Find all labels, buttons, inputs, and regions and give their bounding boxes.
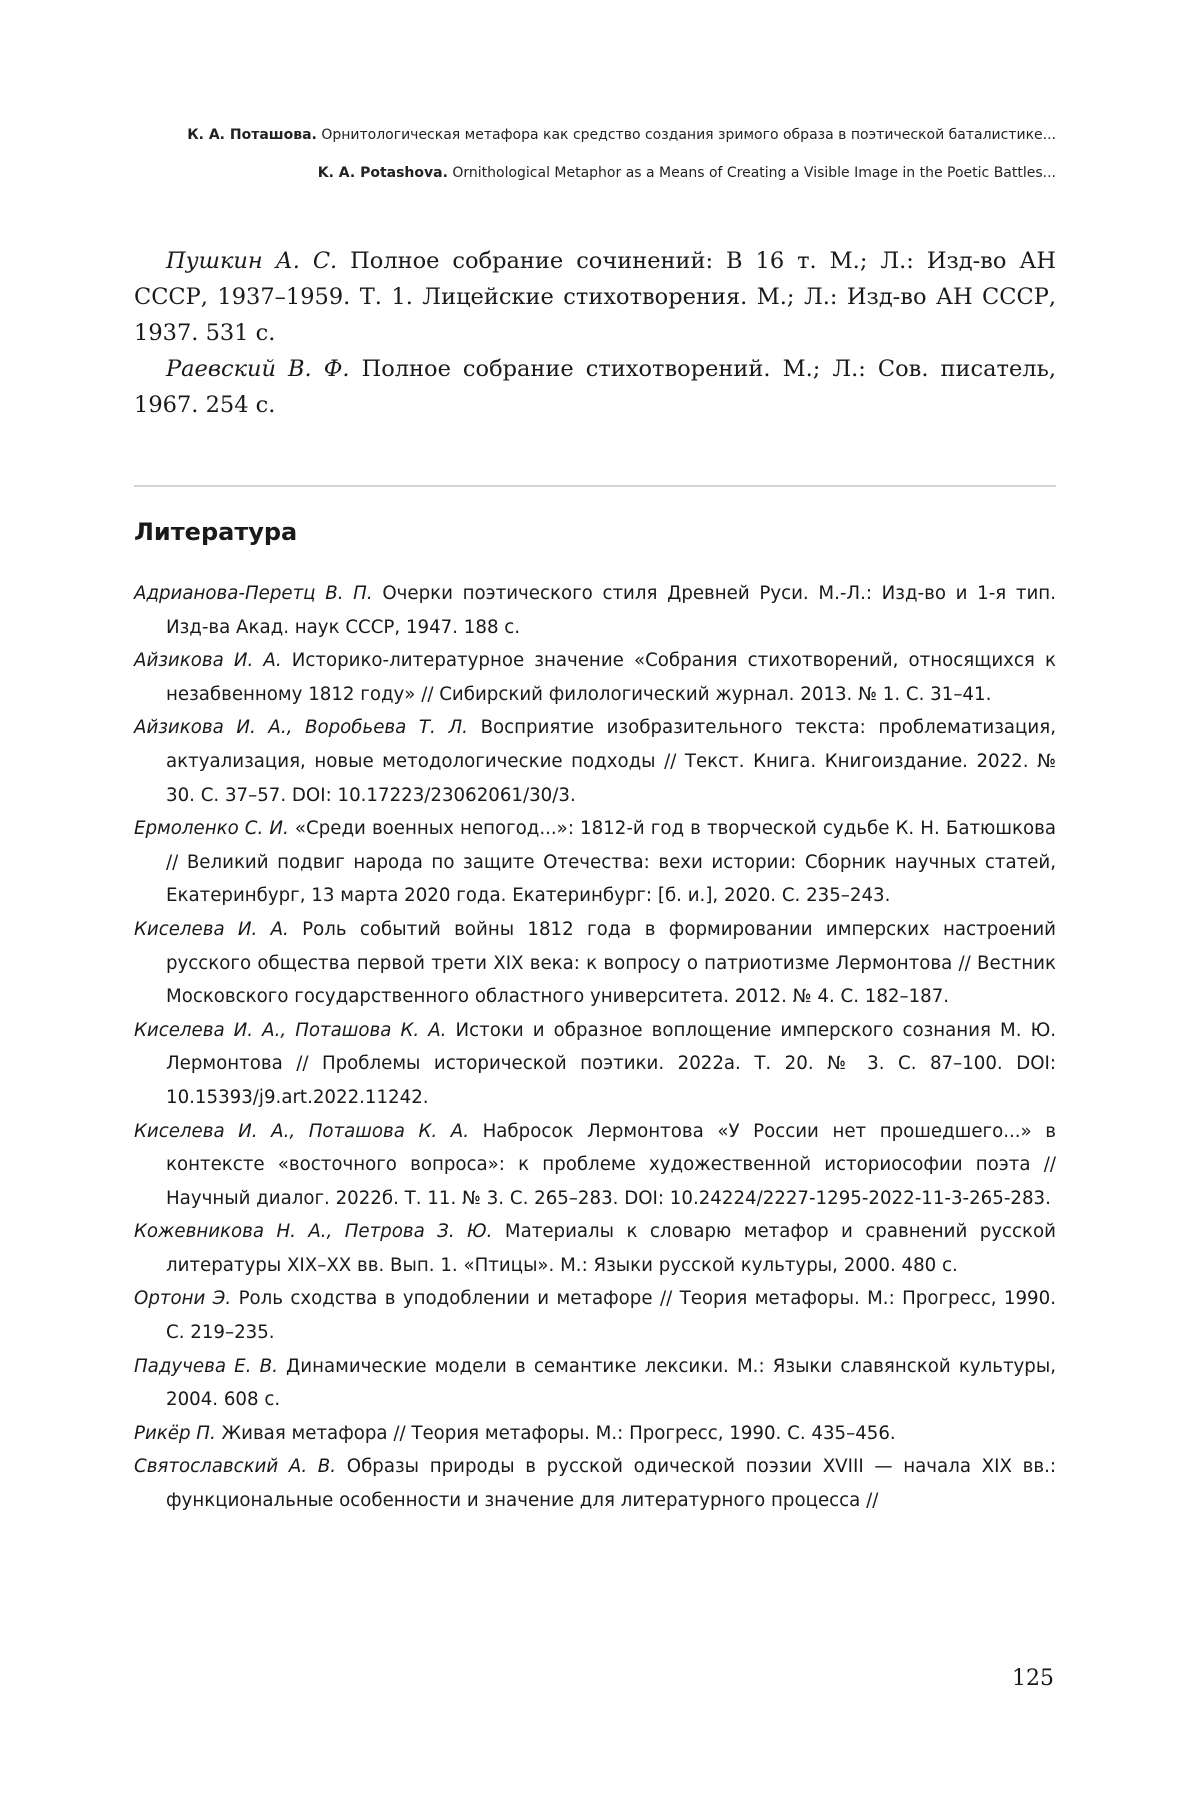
entry-author: Киселева И. А.	[134, 918, 289, 940]
source-entry	[134, 351, 1056, 423]
running-head-ru-title: Орнитологическая метафора как средство создания зримого образа в поэтической баталистике...	[321, 127, 1056, 143]
literature-entry	[134, 1282, 1056, 1349]
literature-entry	[134, 1350, 1056, 1417]
entry-author: Айзикова И. А., Воробьева Т. Л.	[134, 717, 468, 739]
literature-entry	[134, 644, 1056, 711]
entry-author: Падучева Е. В.	[134, 1355, 278, 1377]
entry-text: Историко-литературное значение «Собрания стихотворений, относящихся к незабвенному 1812 году» // Сибирский филологический журнал. 2013. № 1. С. 31–41.	[166, 650, 1056, 705]
entry-author: Кожевникова Н. А., Петрова З. Ю.	[134, 1221, 493, 1243]
literature-entry	[134, 1417, 1056, 1451]
source-author: Раевский В. Ф.	[166, 356, 350, 382]
literature-heading: Литература	[134, 518, 298, 546]
entry-text: Роль событий войны 1812 года в формировании имперских настроений русского общества первой трети XIX века: к вопросу о патриотизме Лермонтова // Вестник Московского государственного областного университета. 2012. № 4. С. 182–187.	[166, 918, 1056, 1008]
entry-text: Образы природы в русской одической поэзии XVIII — начала XIX вв.: функциональные особенности и значение для литературного процесса //	[166, 1456, 1056, 1512]
entry-author: Ермоленко С. И.	[134, 818, 289, 840]
source-text: Полное собрание сочинений: В 16 т. М.; Л.: Изд-во АН СССР, 1937–1959. Т. 1. Лицейские стихотворения. М.; Л.: Изд-во АН СССР, 1937. 531 с.	[134, 248, 1056, 346]
sources-list	[134, 243, 1056, 423]
running-head-ru	[134, 127, 1056, 143]
entry-text: Истоки и образное воплощение имперского сознания М. Ю. Лермонтова // Проблемы исторической поэтики. 2022а. Т. 20. № 3. С. 87–100. DOI: 10.15393/j9.art.2022.11242.	[166, 1019, 1056, 1108]
literature-entry	[134, 1014, 1056, 1115]
page-number: 125	[1012, 1666, 1054, 1691]
running-head-en-author: K. A. Potashova.	[317, 165, 448, 181]
entry-text: Живая метафора // Теория метафоры. М.: Прогресс, 1990. С. 435–456.	[221, 1422, 896, 1444]
entry-text: Роль сходства в уподоблении и метафоре // Теория метафоры. М.: Прогресс, 1990. С. 219–235.	[166, 1288, 1056, 1344]
literature-list	[134, 577, 1056, 1518]
source-author: Пушкин А. С.	[166, 248, 338, 274]
running-head-en	[134, 165, 1056, 181]
literature-entry	[134, 1450, 1056, 1517]
literature-entry	[134, 577, 1056, 644]
entry-text: Очерки поэтического стиля Древней Руси. М.-Л.: Изд-во и 1-я тип. Изд-ва Акад. наук СССР, 1947. 188 с.	[166, 583, 1056, 638]
running-head-en-title: Ornithological Metaphor as a Means of Creating a Visible Image in the Poetic Battles...	[452, 165, 1056, 181]
entry-text: Динамические модели в семантике лексики. М.: Языки славянской культуры, 2004. 608 с.	[166, 1355, 1056, 1411]
entry-author: Адрианова-Перетц В. П.	[134, 583, 373, 604]
entry-author: Киселева И. А., Поташова К. А.	[134, 1120, 470, 1142]
entry-author: Святославский А. В.	[134, 1456, 337, 1478]
entry-text: Восприятие изобразительного текста: проблематизация, актуализация, новые методологические подходы // Текст. Книга. Книгоиздание. 2022. № 30. С. 37–57. DOI: 10.17223/23062061/30/3.	[166, 717, 1056, 806]
literature-entry	[134, 812, 1056, 913]
section-divider	[134, 485, 1056, 487]
source-text: Полное собрание стихотворений. М.; Л.: Сов. писатель, 1967. 254 с.	[134, 356, 1056, 418]
literature-entry	[134, 913, 1056, 1014]
literature-entry	[134, 1215, 1056, 1282]
entry-text: «Среди военных непогод...»: 1812-й год в творческой судьбе К. Н. Батюшкова // Великий подвиг народа по защите Отечества: вехи истории: Сборник научных статей, Екатеринбург, 13 марта 2020 года. Екатеринбург: [б. и.], 2020. С. 235–243.	[166, 818, 1056, 907]
entry-author: Киселева И. А., Поташова К. А.	[134, 1019, 447, 1041]
entry-author: Ортони Э.	[134, 1288, 232, 1310]
literature-entry	[134, 711, 1056, 812]
entry-author: Рикёр П.	[134, 1422, 216, 1444]
literature-entry	[134, 1115, 1056, 1216]
running-head-ru-author: К. А. Поташова.	[187, 127, 317, 143]
entry-text: Материалы к словарю метафор и сравнений русской литературы XIX–XX вв. Вып. 1. «Птицы». М.: Языки русской культуры, 2000. 480 с.	[166, 1221, 1056, 1276]
entry-author: Айзикова И. А.	[134, 650, 282, 672]
source-entry	[134, 243, 1056, 351]
entry-text: Набросок Лермонтова «У России нет прошедшего...» в контексте «восточного вопроса»: к проблеме художественной историософии поэта // Научный диалог. 2022б. Т. 11. № 3. С. 265–283. DOI: 10.24224/2227-1295-2022-11-3-265-283.	[166, 1120, 1056, 1209]
